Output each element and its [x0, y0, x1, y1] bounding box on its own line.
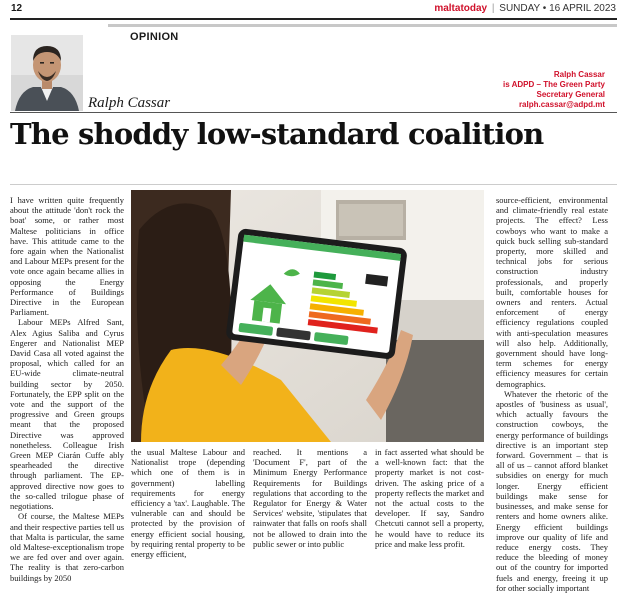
author-email[interactable]: ralph.cassar@adpd.mt [518, 100, 605, 109]
article-column-3 [253, 447, 367, 549]
paragraph: reached. It mentions a 'Document F', part of the Minimum Energy Performance Requirements for Buildings regulations that according to the Regulator for Energy & Water Services' website, 'stipulates that rainwater that falls on roofs shall not be allowed to drain into the public sewer or into public [253, 447, 367, 549]
issue-date: SUNDAY • 16 APRIL 2023 [499, 3, 616, 14]
headline: The shoddy low-standard coalition [10, 117, 544, 151]
section-label: OPINION [130, 31, 179, 43]
brand-name-part2: today [460, 3, 488, 14]
author-info-party: is ADPD – The Green Party [503, 80, 605, 89]
byline-rule [10, 112, 617, 113]
article-column-2 [131, 447, 245, 560]
author-photo [11, 35, 83, 111]
masthead-separator: | [491, 3, 495, 14]
article-column-5 [496, 195, 608, 593]
brand-name-part1: malta [434, 3, 461, 14]
masthead [434, 3, 616, 14]
article-column-4 [375, 447, 484, 549]
author-info [503, 70, 605, 110]
author-name: Ralph Cassar [88, 95, 171, 111]
paragraph: in fact asserted what should be a well-known fact: that the property market is not cost-driven. The asking price of a property reflects the market and not the actual costs to the developer. If say, Sandro Chetcuti cannot sell a property, he would have to reduce its price and make less profit. [375, 447, 484, 549]
paragraph: I have written quite frequently about the attitude 'don't rock the boat' some, or rather most Maltese politicians in office have. This attitude came to the fore again when the Nationalist and Labour MEPs present for the vote once again became allies in opposing the Energy Performance of Buildings Directive in the European Parliament. [10, 195, 124, 318]
article-column-1 [10, 195, 124, 583]
paragraph: the usual Maltese Labour and Nationalist trope (depending which one of them is in government) labelling requirements for energy efficiency a 'tax'. Laughable. The vulnerable can and should be protected by the provision of energy efficient social housing, by requiring rental property to be energy efficient, [131, 447, 245, 560]
author-info-name: Ralph Cassar [553, 70, 605, 79]
author-info-role: Secretary General [536, 90, 605, 99]
paragraph: Labour MEPs Alfred Sant, Alex Agius Saliba and Cyrus Engerer and Nationalist MEP David Casa all voted against the proposal, which called for an EU-wide climate-neutral building sector by 2050. Fortunately, the EPP split on the vote and the support of the progressive and Green groups meant that the proposed Directive was approved nonetheless. Colleague Irish Green MEP Ciarán Cuffe ably spearheaded the directive through parliament. The EP-approved directive now goes to the so-called trilogue phase of negotiations. [10, 317, 124, 512]
section-bar [108, 24, 617, 27]
headline-rule [10, 184, 617, 185]
paragraph: Of course, the Maltese MEPs and their respective parties tell us that Malta is particular, the same old Maltese-exceptionalism trope we are fed over and over again. The reality is that zero-carbon buildings by 2050 [10, 511, 124, 583]
page-number: 12 [11, 3, 23, 14]
article-photo [131, 190, 484, 442]
paragraph: Whatever the rhetoric of the apostles of 'business as usual', which actually favours the construction cowboys, the energy performance of buildings directive is an important step forward. Government – that is all of us – cannot afford blanket subsidies on energy for much longer. Energy efficient buildings make sense for businesses, and make sense for renters and home owners alike. Energy efficient buildings improve our quality of life and reduce energy costs. They reduce the bleeding of money out of the country for imported fuels and energy, freeing it up for other socially important [496, 388, 608, 593]
top-rule [10, 18, 617, 20]
paragraph: source-efficient, environmental and climate-friendly real estate projects. The effect? Less cowboys who want to make a quick buck selling sub-standard property, more skilled and technical jobs for serious construction industry professionals, and properly built, comfortable houses for owners and renters. Actual enforcement of energy efficiency regulations coupled with anti-speculation measures will also help. Additionally, government should have long-term schemes for energy efficiency measures for certain demographics. [496, 195, 608, 389]
